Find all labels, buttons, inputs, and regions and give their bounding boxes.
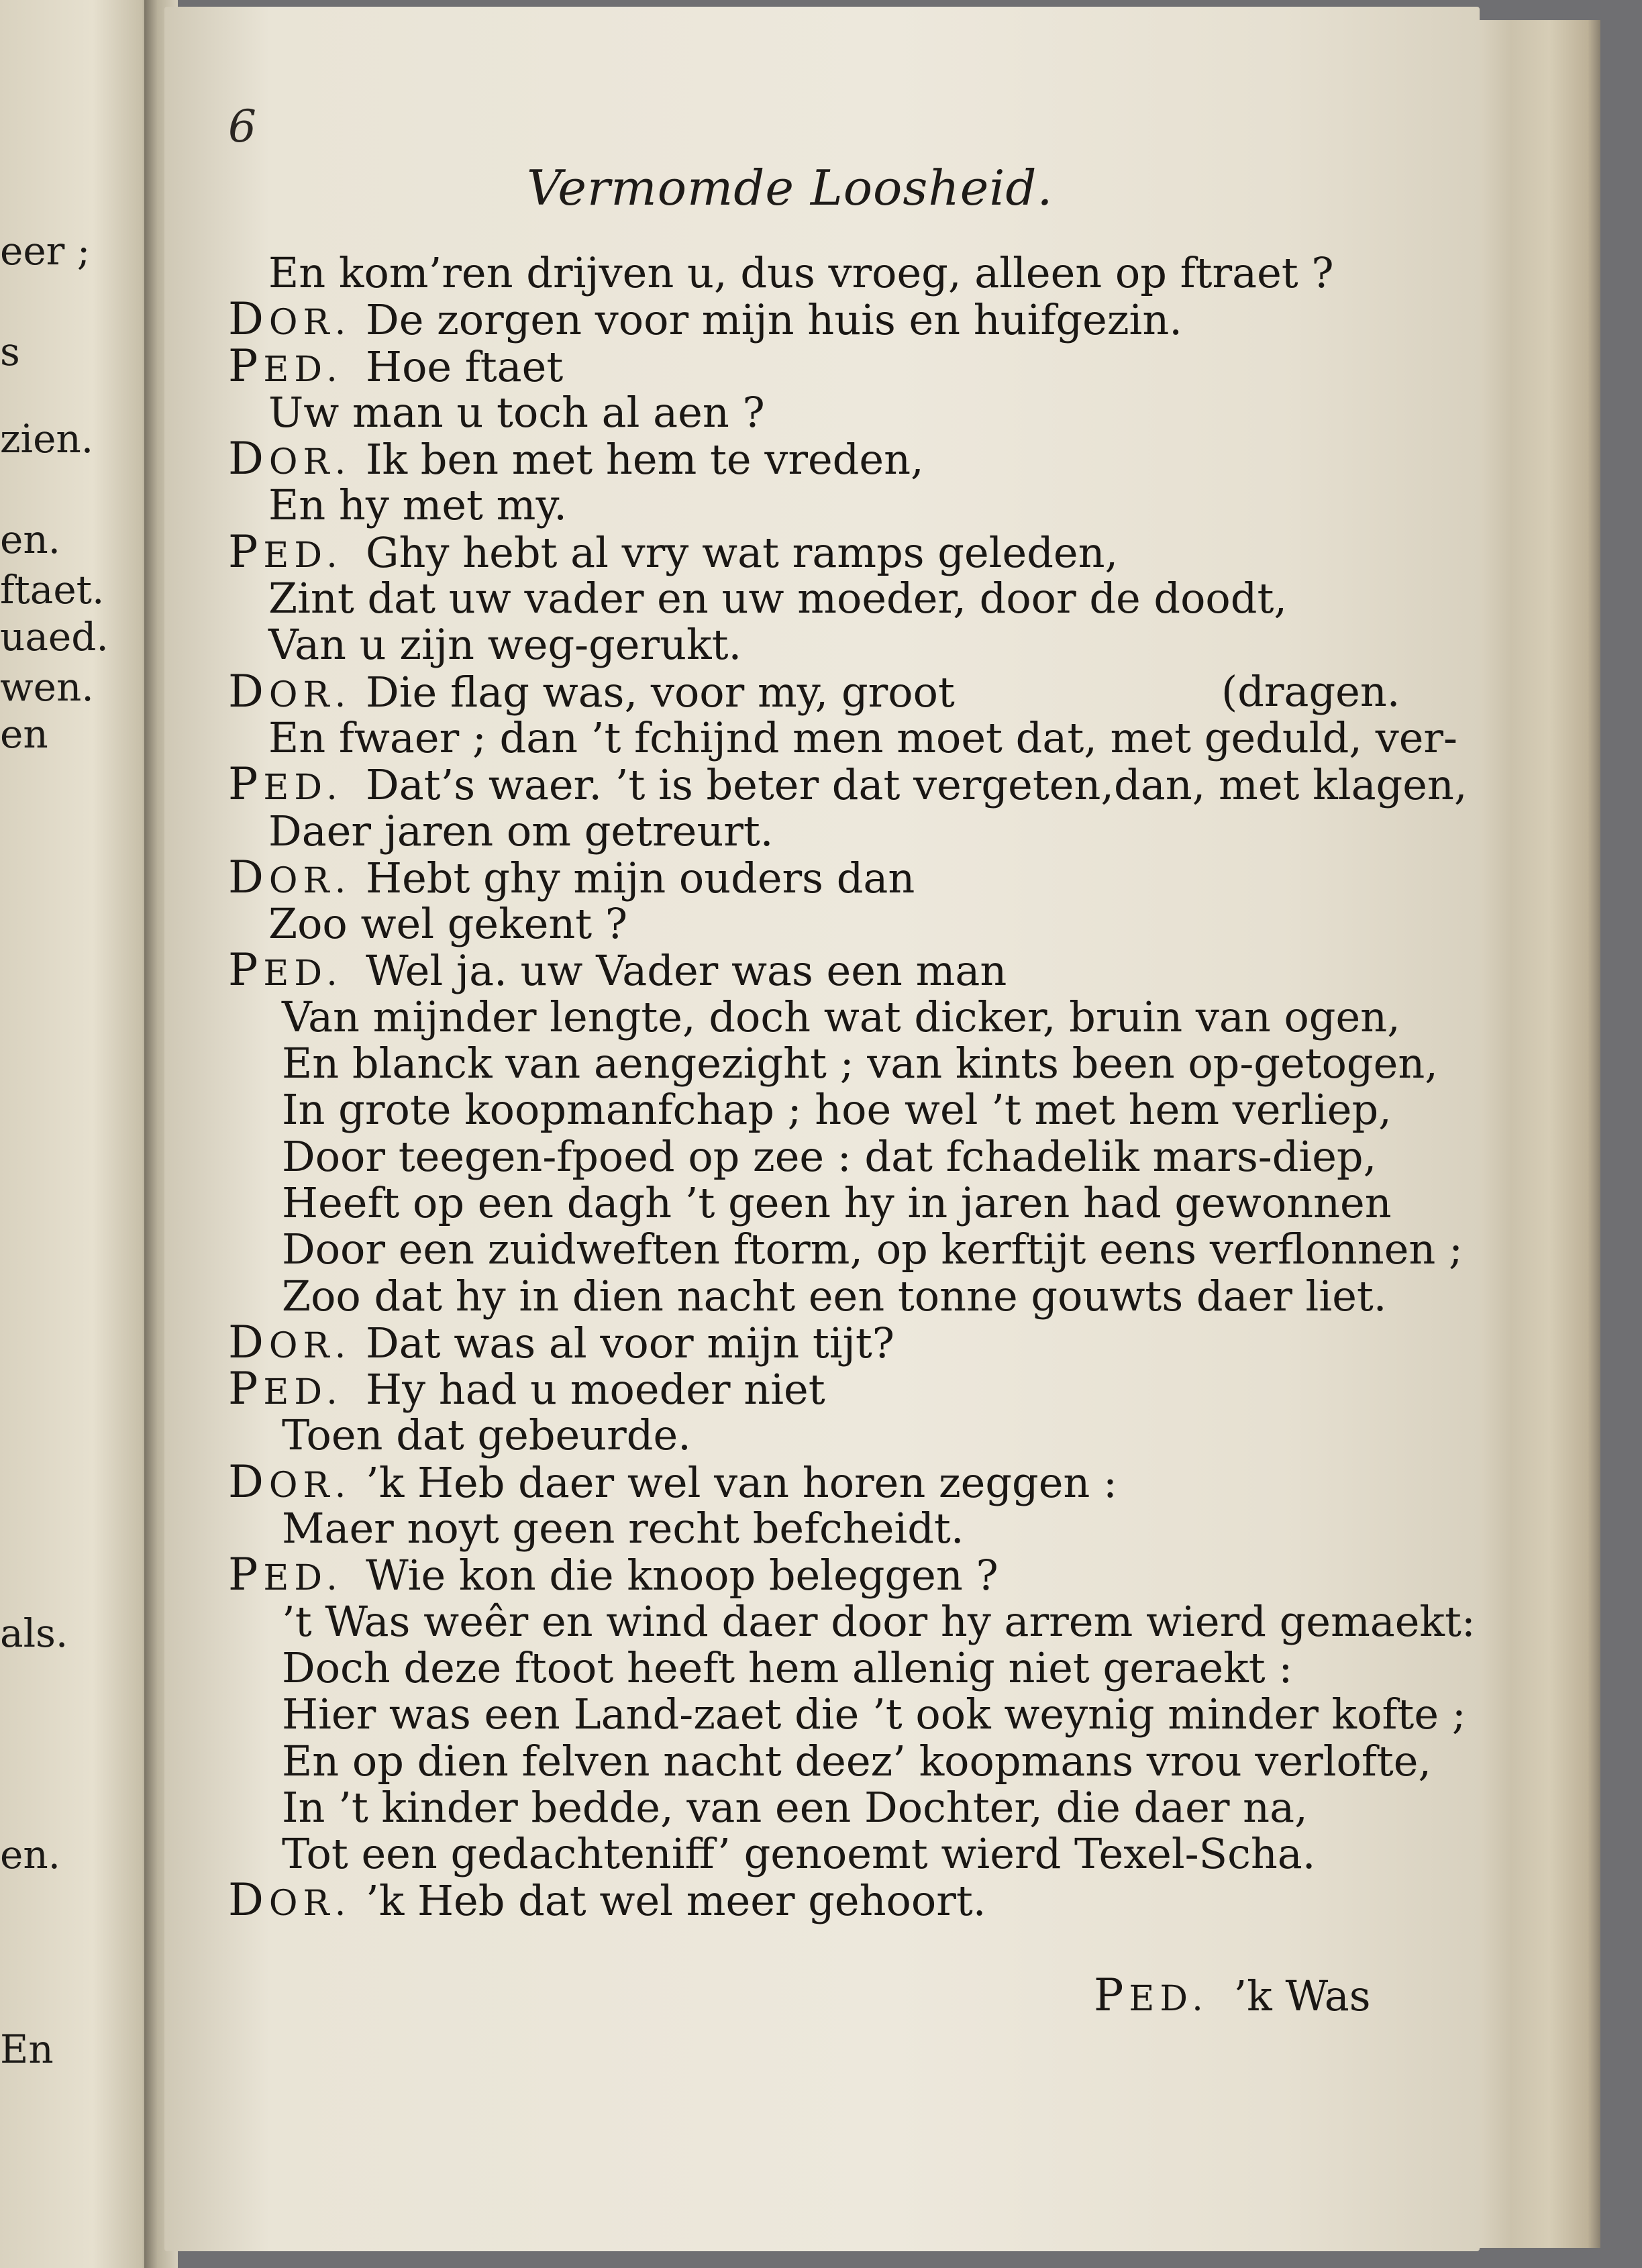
- left-page-fragment: wen.: [0, 664, 94, 710]
- text-line: [228, 1738, 1436, 1784]
- left-page-fragment: uaed.: [0, 614, 109, 660]
- left-page-fragment: s: [0, 329, 20, 374]
- speaker-label: PED.: [228, 758, 343, 811]
- line-text: En fwaer ; dan ’t fchijnd men moet dat, met geduld, ver-: [268, 713, 1457, 762]
- left-page: [0, 0, 154, 2268]
- left-page-fragment: en.: [0, 517, 61, 562]
- line-text: Hy had u moeder niet: [366, 1365, 825, 1414]
- line-text: De zorgen voor mijn huis en huifgezin.: [366, 295, 1182, 345]
- text-line: [228, 1549, 1436, 1601]
- line-text: Door een zuidweften ftorm, op kerftijt eens verflonnen ;: [282, 1225, 1463, 1274]
- catchword-text: ’k Was: [1233, 1971, 1371, 2020]
- line-text: Door teegen-fpoed op zee : dat fchadelik mars-diep,: [282, 1131, 1377, 1181]
- line-text: Zint dat uw vader en uw moeder, door de doodt,: [268, 574, 1288, 623]
- line-text: Wel ja. uw Vader was een man: [366, 946, 1007, 996]
- text-line: [228, 1086, 1436, 1133]
- text-line: [228, 433, 1436, 485]
- line-text: Toen dat gebeurde.: [282, 1410, 691, 1460]
- text-line: [228, 1831, 1436, 1877]
- text-line: [228, 1040, 1436, 1086]
- speaker-label: DOR.: [228, 665, 352, 717]
- text-line: [228, 808, 1436, 854]
- text-line: [228, 1363, 1436, 1415]
- text-line: [228, 900, 1436, 947]
- text-line: [228, 1412, 1436, 1458]
- text-line: [228, 1784, 1436, 1831]
- text-line: [228, 1455, 1436, 1508]
- line-text: ’k Heb daer wel van horen zeggen :: [366, 1457, 1117, 1507]
- speaker-label: DOR.: [228, 433, 352, 485]
- line-text: Ghy hebt al vry wat ramps geleden,: [366, 527, 1119, 577]
- turnover-text: (dragen.: [1221, 666, 1400, 716]
- text-line: [228, 944, 1436, 996]
- line-text: Tot een gedachteniff’ genoemt wierd Texel-Scha.: [282, 1829, 1316, 1879]
- line-text: ’t Was weêr en wind daer door hy arrem wierd gemaekt:: [282, 1596, 1476, 1646]
- line-text: ’k Heb dat wel meer gehoort.: [366, 1876, 986, 1926]
- left-page-fragment: en.: [0, 1832, 61, 1877]
- text-line: [228, 1690, 1466, 1739]
- line-text: Heeft op een dagh ’t geen hy in jaren had gewonnen: [282, 1178, 1392, 1227]
- speaker-label: PED.: [228, 944, 343, 996]
- left-page-fragment: eer ;: [0, 228, 91, 274]
- speaker-label: PED.: [228, 1549, 343, 1601]
- page-edges: [1473, 20, 1600, 2248]
- text-line: [228, 575, 1436, 621]
- text-line: [228, 1596, 1476, 1646]
- text-line: [228, 293, 1436, 346]
- line-text: In grote koopmanfchap ; hoe wel ’t met hem verliep,: [282, 1085, 1392, 1135]
- line-text: Zoo dat hy in dien nacht een tonne gouwts daer liet.: [282, 1271, 1387, 1321]
- line-text: En hy met my.: [268, 480, 567, 530]
- catchword-speaker: PED.: [1094, 1969, 1209, 2021]
- left-page-fragment: zien.: [0, 416, 94, 462]
- speaker-label: DOR.: [228, 1316, 352, 1368]
- page-number: 6: [228, 101, 256, 152]
- line-text: En blanck van aengezight ; van kints been op-getogen,: [282, 1039, 1438, 1088]
- running-head: Vermomde Loosheid.: [527, 160, 1054, 216]
- line-text: Maer noyt geen recht befcheidt.: [282, 1504, 964, 1553]
- speaker-label: PED.: [228, 1363, 343, 1415]
- line-text: En kom’ren drijven u, dus vroeg, alleen op ftraet ?: [268, 248, 1334, 297]
- play-text: [228, 248, 1476, 1926]
- line-text: En op dien felven nacht deez’ koopmans vrou verlofte,: [282, 1736, 1432, 1786]
- text-line: [228, 389, 1436, 435]
- line-text: Doch deze ftoot heeft hem allenig niet geraekt :: [282, 1643, 1293, 1692]
- text-line: [228, 340, 1436, 392]
- text-line: [228, 621, 1436, 668]
- line-text: Hier was een Land-zaet die ’t ook weynig minder kofte ;: [282, 1690, 1466, 1739]
- left-page-fragment: ftaet.: [0, 567, 105, 613]
- text-line: [228, 1180, 1436, 1226]
- left-page-fragment: als.: [0, 1610, 68, 1656]
- line-text: Dat’s waer. ’t is beter dat vergeten,dan, met klagen,: [366, 760, 1468, 810]
- line-text: Hoe ftaet: [366, 342, 564, 391]
- text-line: [228, 851, 1436, 903]
- text-line: [228, 1645, 1436, 1691]
- text-line: [228, 1273, 1436, 1319]
- left-page-fragment: en: [0, 711, 48, 757]
- speaker-label: PED.: [228, 340, 343, 392]
- text-line: [228, 994, 1436, 1040]
- speaker-label: DOR.: [228, 851, 352, 903]
- line-text: Die flag was, voor my, groot: [366, 667, 955, 717]
- line-text: Hebt ghy mijn ouders dan: [366, 853, 915, 903]
- line-text: Uw man u toch al aen ?: [268, 387, 765, 437]
- text-line: [228, 1316, 1436, 1368]
- speaker-label: DOR.: [228, 293, 352, 346]
- text-line: [228, 713, 1457, 762]
- catchword: [1094, 1969, 1371, 2021]
- line-text: Dat was al voor mijn tijt?: [366, 1318, 894, 1368]
- text-line: [228, 525, 1436, 578]
- text-line: [228, 1133, 1436, 1180]
- line-text: Zoo wel gekent ?: [268, 899, 628, 949]
- line-text: Van mijnder lengte, doch wat dicker, bruin van ogen,: [282, 992, 1400, 1041]
- line-text: Van u zijn weg-gerukt.: [268, 620, 742, 670]
- text-line: [228, 665, 1436, 717]
- text-line: [228, 250, 1436, 296]
- speaker-label: DOR.: [228, 1455, 352, 1508]
- speaker-label: DOR.: [228, 1874, 352, 1926]
- line-text: Wie kon die knoop beleggen ?: [366, 1551, 998, 1600]
- text-line: [228, 482, 1436, 528]
- text-line: [228, 1225, 1463, 1274]
- line-text: Daer jaren om getreurt.: [268, 806, 774, 856]
- text-line: [228, 1874, 1436, 1926]
- left-page-fragment: En: [0, 2026, 54, 2072]
- line-text: In ’t kinder bedde, van een Dochter, die daer na,: [282, 1782, 1308, 1832]
- line-text: Ik ben met hem te vreden,: [366, 435, 924, 484]
- text-line: [228, 758, 1468, 811]
- text-line: [228, 1505, 1436, 1551]
- speaker-label: PED.: [228, 525, 343, 578]
